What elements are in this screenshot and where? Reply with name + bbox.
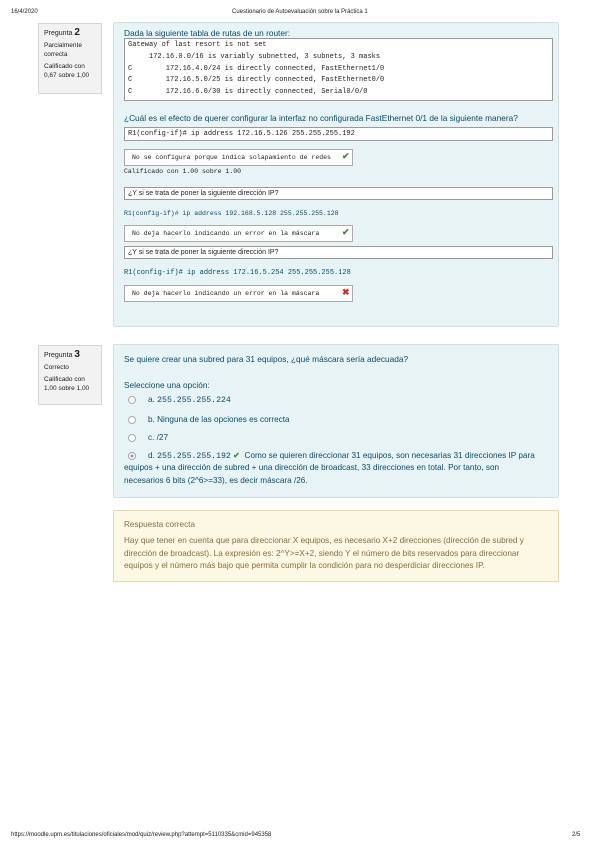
explanation-line-3: necesarios 6 bits (2^6>=33), es decir máscara /26. [124, 476, 308, 485]
sub1-question: ¿Cuál es el efecto de querer configurar la interfaz no configurada FastEthernet 0/1 de la siguiente manera? [124, 113, 518, 123]
check-icon: ✔ [233, 451, 240, 460]
question-2-content [113, 22, 559, 327]
question-3-status: Correcto [44, 364, 69, 371]
question-2-prompt: Dada la siguiente tabla de rutas de un router: [124, 28, 291, 38]
print-title: Cuestionario de Autoevaluación sobre la Práctica 1 [232, 9, 368, 15]
option-b[interactable]: b. Ninguna de las opciones es correcta [128, 415, 290, 424]
sub2-question: ¿Y si se trata de poner la siguiente dirección IP? [124, 187, 553, 200]
radio-button[interactable] [128, 434, 136, 442]
feedback-title: Respuesta correcta [124, 520, 195, 529]
feedback-text: Hay que tener en cuenta que para direccionar X equipos, es necesario X+2 direcciones (dirección de subred y dirección de broadcast). La expresión es: 2^Y>=X+2, siendo Y el número de bits reservados para direccionar equipos y el número más bajo que permita cumplir la condición para no desperdiciar direcciones IP. [124, 536, 524, 571]
question-2-score: Calificado con 0,67 sobre 1,00 [44, 63, 90, 79]
select-label: Seleccione una opción: [124, 380, 210, 390]
question-3-content [113, 344, 559, 498]
question-3-number: Pregunta 3 [44, 349, 80, 360]
explanation-line-2: equipos + una dirección de subred + una dirección de broadcast, 33 direcciones en total. Por tanto, son [124, 462, 500, 472]
sub3-command: R1(config-if)# ip address 172.16.5.254 255.255.255.128 [124, 269, 351, 277]
print-date: 16/4/2020 [11, 9, 38, 15]
radio-button[interactable] [128, 396, 136, 404]
check-icon: ✔ [342, 227, 350, 237]
radio-button-selected[interactable] [128, 452, 136, 460]
sub3-question: ¿Y si se trata de poner la siguiente dirección IP? [124, 246, 553, 259]
question-3-prompt: Se quiere crear una subred para 31 equipos, ¿qué máscara sería adecuada? [124, 354, 409, 364]
question-3-score: Calificado con 1,00 sobre 1,00 [44, 376, 90, 392]
routing-table: Gateway of last resort is not set 172.16.0.0/16 is variably subnetted, 3 subnets, 3 masks C 172.16.4.0/24 is directly connected, FastEthernet1/0 C 172.16.5.0/25 is directly connected, FastEthernet0/0 C 172.16.6.0/30 is directly connected, Serial0/0/0 [124, 38, 553, 101]
sub2-answer-select[interactable]: No deja hacerlo indicando un error en la máscara [124, 225, 353, 242]
sub1-grade: Calificado con 1.00 sobre 1.00 [124, 168, 242, 175]
sub1-answer-select[interactable]: No se configura porque indica solapamiento de redes [124, 149, 353, 166]
question-2-status: Parcialmente correcta [44, 42, 82, 58]
footer-url: https://moodle.upm.es/titulaciones/oficiales/mod/quiz/review.php?attempt=5110335&cmid=945358 [11, 832, 272, 838]
sub3-answer-select[interactable]: No deja hacerlo indicando un error en la máscara [124, 285, 353, 302]
radio-button[interactable] [128, 416, 136, 424]
question-3-info [38, 345, 102, 405]
question-2-number: Pregunta 2 [44, 27, 80, 38]
option-d[interactable]: d. 255.255.255.192 ✔ Como se quieren direccionar 31 equipos, son necesarias 31 direcciones IP para [128, 449, 548, 464]
sub2-command: R1(config-if)# ip address 192.168.5.128 255.255.255.128 [124, 210, 339, 217]
footer-page: 2/5 [572, 832, 581, 838]
sub1-command: R1(config-if)# ip address 172.16.5.126 255.255.255.192 [124, 127, 553, 141]
option-d-explanation: Como se quieren direccionar 31 equipos, son necesarias 31 direcciones IP para [244, 451, 535, 460]
question-2-info [38, 23, 102, 94]
option-a[interactable]: a. 255.255.255.224 [128, 395, 231, 405]
option-c[interactable]: c. /27 [128, 433, 168, 442]
feedback-box [113, 510, 559, 582]
check-icon: ✔ [342, 151, 350, 161]
cross-icon: ✖ [342, 287, 350, 297]
